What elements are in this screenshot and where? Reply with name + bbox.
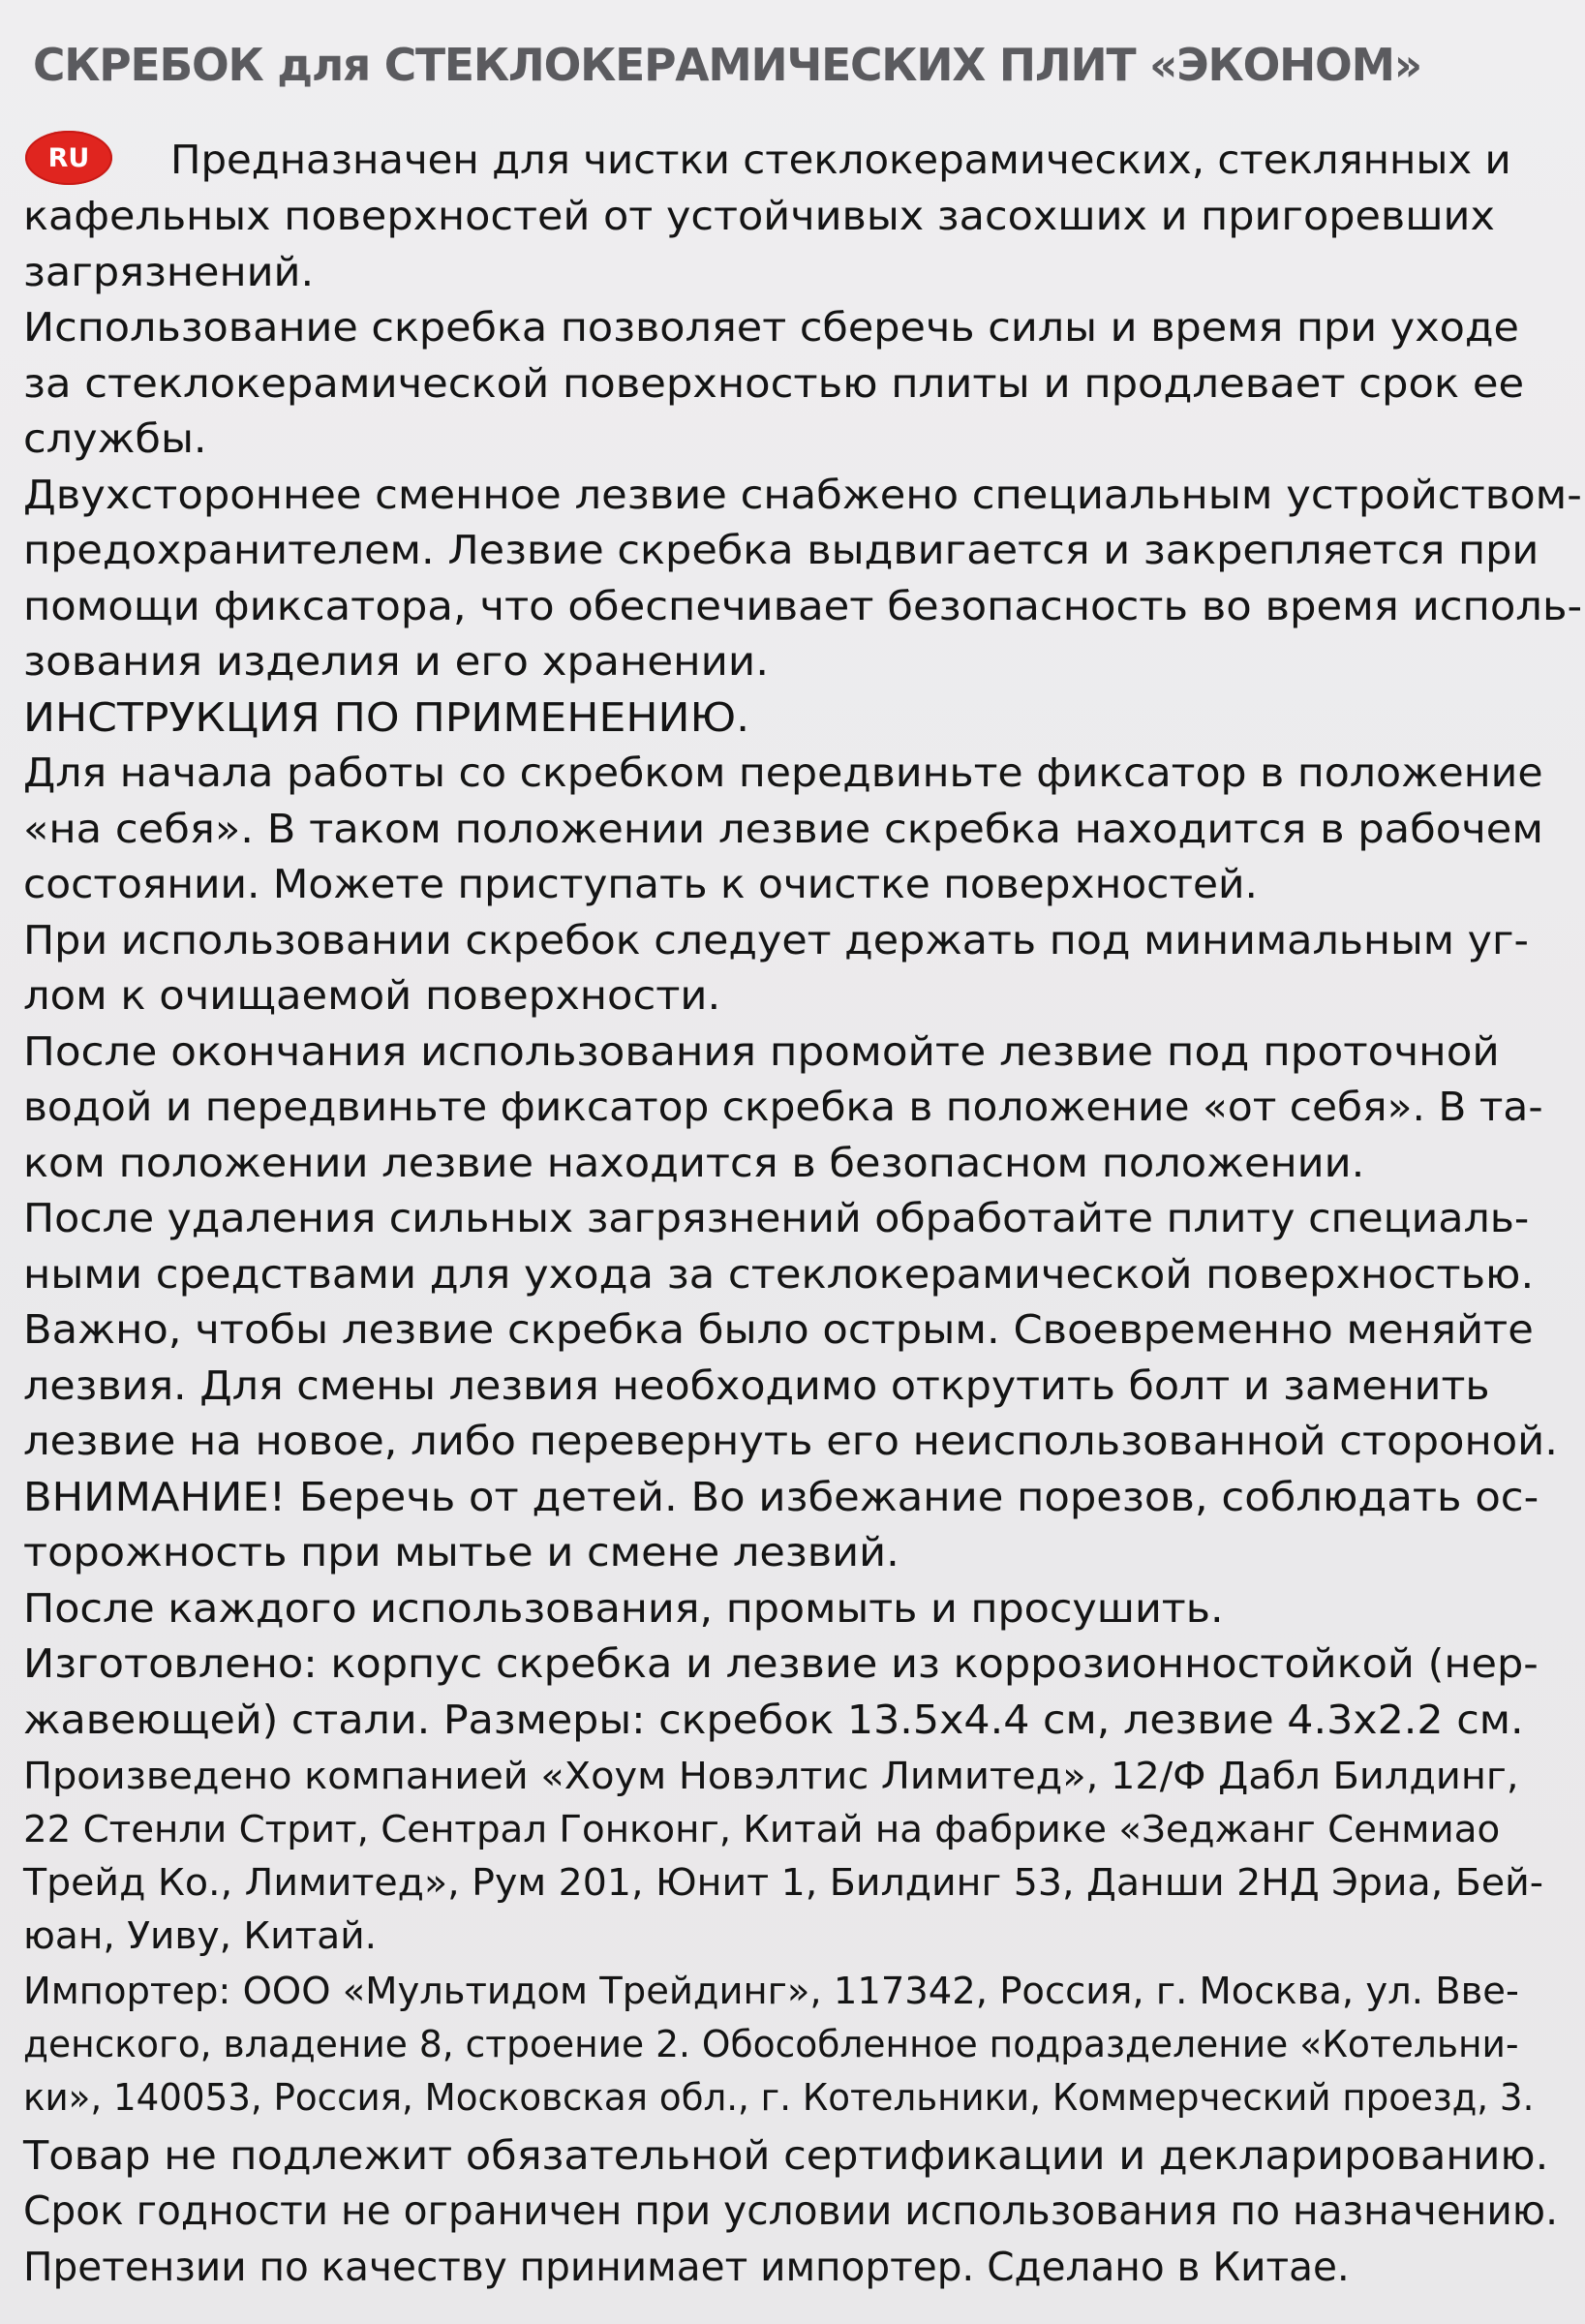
text-line: ВНИМАНИЕ! Беречь от детей. Во избежание порезов, соблюдать ос-: [23, 1474, 1539, 1520]
text-line: денского, владение 8, строение 2. Обособленное подразделение «Котельни-: [23, 2023, 1519, 2065]
text-line: Товар не подлежит обязательной сертификации и декларированию.: [23, 2132, 1549, 2179]
text-line: 22 Стенли Стрит, Сентрал Гонконг, Китай на фабрике «Зеджанг Сенмиао: [23, 1808, 1501, 1850]
text-line: водой и передвиньте фиксатор скребка в положение «от себя». В та-: [23, 1084, 1543, 1130]
text-line: Срок годности не ограничен при условии использования по назначению.: [23, 2187, 1559, 2234]
text-line: Двухстороннее сменное лезвие снабжено специальным устройством-: [23, 472, 1582, 518]
text-line: состоянии. Можете приступать к очистке поверхностей.: [23, 861, 1258, 907]
text-line: При использовании скребок следует держать под минимальным уг-: [23, 917, 1529, 963]
text-line: После удаления сильных загрязнений обработайте плиту специаль-: [23, 1195, 1530, 1241]
text-line: предохранителем. Лезвие скребка выдвигается и закрепляется при: [23, 527, 1539, 573]
text-line: Использование скребка позволяет сберечь силы и время при уходе: [23, 304, 1519, 351]
text-line: «на себя». В таком положении лезвие скребка находится в рабочем: [23, 806, 1543, 852]
text-line: кафельных поверхностей от устойчивых засохших и пригоревших: [23, 193, 1495, 239]
text-line: ки», 140053, Россия, Московская обл., г. Котельники, Коммерческий проезд, 3.: [23, 2076, 1535, 2119]
text-line: помощи фиксатора, что обеспечивает безопасность во время исполь-: [23, 583, 1583, 629]
text-line: Импортер: ООО «Мультидом Трейдинг», 117342, Россия, г. Москва, ул. Вве-: [23, 1970, 1519, 2012]
text-line: зования изделия и его хранении.: [23, 638, 770, 685]
language-badge-label: RU: [47, 142, 90, 173]
text-line: лезвие на новое, либо перевернуть его неиспользованной стороной.: [23, 1418, 1558, 1464]
text-line: ными средствами для ухода за стеклокерамической поверхностью.: [23, 1251, 1535, 1298]
text-line: лом к очищаемой поверхности.: [23, 972, 721, 1019]
product-title: СКРЕБОК для СТЕКЛОКЕРАМИЧЕСКИХ ПЛИТ «ЭКОНОМ»: [33, 39, 1421, 91]
russian-language-badge-icon: [25, 131, 112, 185]
text-line: за стеклокерамической поверхностью плиты и продлевает срок ее: [23, 360, 1525, 407]
text-line: После каждого использования, промыть и просушить.: [23, 1585, 1224, 1632]
text-line: Изготовлено: корпус скребка и лезвие из коррозионностойкой (нер-: [23, 1640, 1539, 1687]
text-line: лезвия. Для смены лезвия необходимо открутить болт и заменить: [23, 1362, 1490, 1409]
text-line: Произведено компанией «Хоум Новэлтис Лимитед», 12/Ф Дабл Билдинг,: [23, 1755, 1519, 1797]
text-line: Претензии по качеству принимает импортер. Сделано в Китае.: [23, 2244, 1350, 2290]
text-line: жавеющей) стали. Размеры: скребок 13.5х4.4 см, лезвие 4.3х2.2 см.: [23, 1697, 1524, 1743]
text-line: службы.: [23, 415, 207, 462]
text-line: юан, Уиву, Китай.: [23, 1914, 378, 1957]
text-line: Трейд Ко., Лимитед», Рум 201, Юнит 1, Билдинг 53, Данши 2НД Эриа, Бей-: [23, 1861, 1544, 1904]
text-line: После окончания использования промойте лезвие под проточной: [23, 1028, 1500, 1075]
text-line: ИНСТРУКЦИЯ ПО ПРИМЕНЕНИЮ.: [23, 694, 750, 741]
text-line: Для начала работы со скребком передвиньте фиксатор в положение: [23, 749, 1543, 796]
text-line: загрязнений.: [23, 249, 315, 295]
text-line: ком положении лезвие находится в безопасном положении.: [23, 1140, 1365, 1186]
text-line: Предназначен для чистки стеклокерамических, стеклянных и: [170, 137, 1511, 183]
text-line: Важно, чтобы лезвие скребка было острым. Своевременно меняйте: [23, 1306, 1534, 1353]
text-line: торожность при мытье и смене лезвий.: [23, 1529, 899, 1575]
